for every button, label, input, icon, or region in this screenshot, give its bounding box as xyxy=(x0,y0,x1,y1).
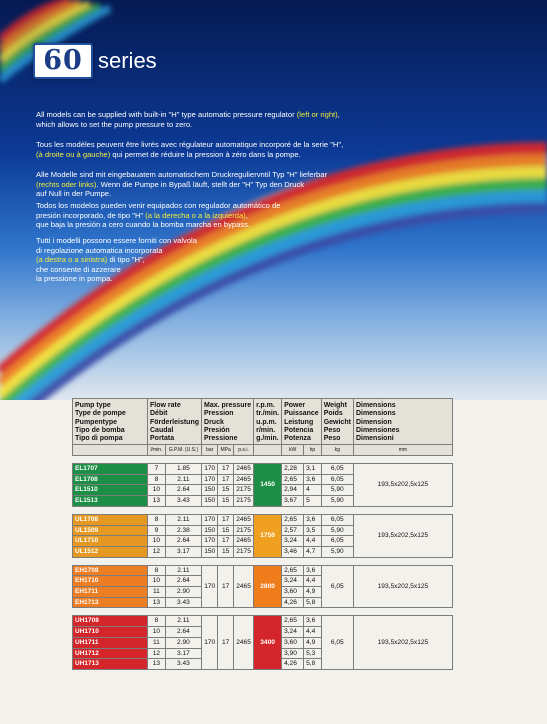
dimensions-cell: 193,5x202,5x125 xyxy=(353,616,452,670)
model-cell: EH1713 xyxy=(73,597,148,608)
pressure-bar-cell: 170 xyxy=(202,616,218,670)
weight-cell: 5,90 xyxy=(321,485,353,496)
unit-hp: hp xyxy=(304,445,322,456)
power-hp-cell: 4,9 xyxy=(304,637,322,648)
flow-lmin-cell: 8 xyxy=(148,474,166,485)
pressure-mpa-cell: 17 xyxy=(218,474,234,485)
power-kw-cell: 2,65 xyxy=(282,565,304,576)
power-hp-cell: 5,8 xyxy=(304,659,322,670)
pressure-psi-cell: 2465 xyxy=(233,536,253,547)
weight-cell: 5,90 xyxy=(321,525,353,536)
unit-kw: kW xyxy=(282,445,304,456)
power-hp-cell: 3,5 xyxy=(304,525,322,536)
flow-lmin-cell: 12 xyxy=(148,546,166,557)
flow-gpm-cell: 2.64 xyxy=(165,627,201,638)
header-rpm: r.p.m. tr./min. u.p.m. r/min. g./min. xyxy=(254,399,282,445)
power-kw-cell: 3,24 xyxy=(282,576,304,587)
power-hp-cell: 3,6 xyxy=(304,474,322,485)
table-row xyxy=(73,616,453,627)
power-kw-cell: 3,60 xyxy=(282,637,304,648)
table-row xyxy=(73,565,453,576)
flow-gpm-cell: 2.90 xyxy=(165,637,201,648)
dimensions-cell: 193,5x202,5x125 xyxy=(353,514,452,557)
pressure-psi-cell: 2175 xyxy=(233,546,253,557)
series-number: 60 xyxy=(43,45,83,76)
model-cell: UH1712 xyxy=(73,648,148,659)
weight-cell: 6,05 xyxy=(321,464,353,475)
model-cell: EH1708 xyxy=(73,565,148,576)
unit-mm: mm xyxy=(353,445,452,456)
pressure-mpa-cell: 15 xyxy=(218,496,234,507)
pressure-bar-cell: 170 xyxy=(202,514,218,525)
series-badge xyxy=(33,43,93,79)
power-hp-cell: 3,6 xyxy=(304,565,322,576)
pressure-mpa-cell: 15 xyxy=(218,485,234,496)
power-kw-cell: 3,90 xyxy=(282,648,304,659)
pressure-bar-cell: 150 xyxy=(202,485,218,496)
power-hp-cell: 3,6 xyxy=(304,514,322,525)
flow-lmin-cell: 10 xyxy=(148,576,166,587)
weight-cell: 5,90 xyxy=(321,496,353,507)
weight-cell: 6,05 xyxy=(321,616,353,670)
power-kw-cell: 4,26 xyxy=(282,659,304,670)
power-kw-cell: 3,24 xyxy=(282,627,304,638)
flow-gpm-cell: 2.64 xyxy=(165,536,201,547)
flow-lmin-cell: 10 xyxy=(148,627,166,638)
weight-cell: 6,05 xyxy=(321,565,353,608)
power-kw-cell: 4,26 xyxy=(282,597,304,608)
table-header-row xyxy=(73,399,453,445)
group-spacer xyxy=(73,608,453,616)
flow-lmin-cell: 11 xyxy=(148,637,166,648)
flow-lmin-cell: 8 xyxy=(148,616,166,627)
table-row xyxy=(73,464,453,475)
flow-gpm-cell: 3.43 xyxy=(165,659,201,670)
header-dimensions: Dimensions Dimensions Dimension Dimensiones Dimensioni xyxy=(353,399,452,445)
flow-lmin-cell: 13 xyxy=(148,659,166,670)
pressure-bar-cell: 150 xyxy=(202,496,218,507)
pressure-mpa-cell: 17 xyxy=(218,514,234,525)
flow-gpm-cell: 2.90 xyxy=(165,587,201,598)
flow-lmin-cell: 10 xyxy=(148,485,166,496)
model-cell: UH1713 xyxy=(73,659,148,670)
header-pump-type: Pump type Type de pompe Pumpentype Tipo de bomba Tipo di pompa xyxy=(73,399,148,445)
flow-lmin-cell: 8 xyxy=(148,565,166,576)
spec-table xyxy=(72,398,453,670)
flow-gpm-cell: 2.11 xyxy=(165,616,201,627)
header-pressure: Max. pressure Pression Druck Presión Pressione xyxy=(202,399,254,445)
power-kw-cell: 3,46 xyxy=(282,546,304,557)
dimensions-cell: 193,5x202,5x125 xyxy=(353,565,452,608)
power-hp-cell: 4,4 xyxy=(304,576,322,587)
pressure-bar-cell: 170 xyxy=(202,474,218,485)
flow-gpm-cell: 1.85 xyxy=(165,464,201,475)
pressure-psi-cell: 2465 xyxy=(233,616,253,670)
model-cell: UL1708 xyxy=(73,514,148,525)
flow-lmin-cell: 13 xyxy=(148,496,166,507)
intro-de: Alle Modelle sind mit eingebauatem automatischem Druckreguliervntil Typ "H" lieferbar (rechts oder links). Wenn die Pumpe in Bypaß läuft, stellt der "H" Typ den Druck auf Null in der Pumpe. xyxy=(36,170,327,199)
intro-it: Tutti i modelli possono essere forniti con valvola di regolazione automatica incorporata (a destra o a sinistra) di tipo "H", che consente di azzerare la pressione in pompa. xyxy=(36,236,197,284)
header-weight: Weight Poids Gewicht Peso Peso xyxy=(321,399,353,445)
pressure-psi-cell: 2175 xyxy=(233,496,253,507)
rpm-cell: 1450 xyxy=(254,464,282,507)
pressure-bar-cell: 150 xyxy=(202,546,218,557)
model-cell: UH1711 xyxy=(73,637,148,648)
pressure-mpa-cell: 15 xyxy=(218,525,234,536)
pressure-psi-cell: 2465 xyxy=(233,514,253,525)
table-body xyxy=(73,456,453,670)
power-kw-cell: 3,67 xyxy=(282,496,304,507)
flow-gpm-cell: 2.11 xyxy=(165,565,201,576)
unit-gpm: G.P.M. (U.S.) xyxy=(165,445,201,456)
power-hp-cell: 4 xyxy=(304,485,322,496)
power-hp-cell: 3,6 xyxy=(304,616,322,627)
pressure-psi-cell: 2465 xyxy=(233,565,253,608)
intro-fr: Tous les modèles peuvent être livrés avec régulateur automatique incorporé de la serie "H", (à droite ou à gauche) qui permet de réduire la pression à zéro dans la pompe. xyxy=(36,140,344,159)
series-title: series xyxy=(98,48,157,73)
model-cell: UL1509 xyxy=(73,525,148,536)
model-cell: EL1707 xyxy=(73,464,148,475)
model-cell: UH1708 xyxy=(73,616,148,627)
weight-cell: 6,05 xyxy=(321,536,353,547)
weight-cell: 5,90 xyxy=(321,546,353,557)
model-cell: UL1710 xyxy=(73,536,148,547)
dimensions-cell: 193,5x202,5x125 xyxy=(353,464,452,507)
table-row xyxy=(73,514,453,525)
flow-gpm-cell: 2.11 xyxy=(165,514,201,525)
header-power: Power Puissance Leistung Potencia Potenza xyxy=(282,399,322,445)
intro-en: All models can be supplied with built-in "H" type automatic pressure regulator (left or right), which allows to set the pump pressure to zero. xyxy=(36,110,340,129)
flow-lmin-cell: 10 xyxy=(148,536,166,547)
power-hp-cell: 4,4 xyxy=(304,536,322,547)
power-hp-cell: 4,7 xyxy=(304,546,322,557)
power-hp-cell: 5,3 xyxy=(304,648,322,659)
power-kw-cell: 2,94 xyxy=(282,485,304,496)
table-units-row xyxy=(73,445,453,456)
intro-es: Todos los modelos pueden venir equipados con regulador automático de presión incorporado, de tipo "H" (a la derecha o a la izquierda), que baja la presión a cero cuando la bomba marcha en bypass. xyxy=(36,201,281,230)
model-cell: EL1708 xyxy=(73,474,148,485)
pressure-psi-cell: 2465 xyxy=(233,464,253,475)
model-cell: EL1510 xyxy=(73,485,148,496)
flow-lmin-cell: 12 xyxy=(148,648,166,659)
flow-lmin-cell: 7 xyxy=(148,464,166,475)
pressure-bar-cell: 150 xyxy=(202,525,218,536)
pressure-mpa-cell: 15 xyxy=(218,546,234,557)
unit-bar: bar xyxy=(202,445,218,456)
power-kw-cell: 2,28 xyxy=(282,464,304,475)
power-kw-cell: 3,24 xyxy=(282,536,304,547)
header-flow-rate: Flow rate Débit Förderleistung Caudal Portata xyxy=(148,399,202,445)
rpm-cell: 3400 xyxy=(254,616,282,670)
pressure-bar-cell: 170 xyxy=(202,536,218,547)
flow-lmin-cell: 13 xyxy=(148,597,166,608)
power-hp-cell: 3,1 xyxy=(304,464,322,475)
group-spacer xyxy=(73,506,453,514)
model-cell: UH1710 xyxy=(73,627,148,638)
pressure-bar-cell: 170 xyxy=(202,565,218,608)
power-hp-cell: 4,9 xyxy=(304,587,322,598)
flow-gpm-cell: 2.11 xyxy=(165,474,201,485)
flow-gpm-cell: 3.17 xyxy=(165,546,201,557)
pressure-bar-cell: 170 xyxy=(202,464,218,475)
pressure-psi-cell: 2465 xyxy=(233,474,253,485)
rpm-cell: 1750 xyxy=(254,514,282,557)
model-cell: EH1711 xyxy=(73,587,148,598)
weight-cell: 6,05 xyxy=(321,514,353,525)
flow-lmin-cell: 9 xyxy=(148,525,166,536)
pressure-mpa-cell: 17 xyxy=(218,536,234,547)
power-hp-cell: 5 xyxy=(304,496,322,507)
flow-gpm-cell: 2.38 xyxy=(165,525,201,536)
flow-lmin-cell: 8 xyxy=(148,514,166,525)
power-hp-cell: 4,4 xyxy=(304,627,322,638)
power-kw-cell: 2,57 xyxy=(282,525,304,536)
power-kw-cell: 3,60 xyxy=(282,587,304,598)
flow-gpm-cell: 2.64 xyxy=(165,576,201,587)
unit-kg: kg xyxy=(321,445,353,456)
power-kw-cell: 2,65 xyxy=(282,474,304,485)
group-spacer xyxy=(73,557,453,565)
pressure-psi-cell: 2175 xyxy=(233,485,253,496)
power-kw-cell: 2,65 xyxy=(282,616,304,627)
flow-gpm-cell: 2.64 xyxy=(165,485,201,496)
unit-mpa: MPa xyxy=(218,445,234,456)
weight-cell: 6,05 xyxy=(321,474,353,485)
power-hp-cell: 5,8 xyxy=(304,597,322,608)
flow-gpm-cell: 3.43 xyxy=(165,597,201,608)
pressure-mpa-cell: 17 xyxy=(218,464,234,475)
pressure-mpa-cell: 17 xyxy=(218,565,234,608)
pressure-mpa-cell: 17 xyxy=(218,616,234,670)
unit-lmin: l/min. xyxy=(148,445,166,456)
group-spacer xyxy=(73,456,453,464)
model-cell: EL1513 xyxy=(73,496,148,507)
flow-gpm-cell: 3.43 xyxy=(165,496,201,507)
flow-lmin-cell: 11 xyxy=(148,587,166,598)
unit-psi: p.s.i. xyxy=(233,445,253,456)
power-kw-cell: 2,65 xyxy=(282,514,304,525)
model-cell: UL1512 xyxy=(73,546,148,557)
rpm-cell: 2800 xyxy=(254,565,282,608)
flow-gpm-cell: 3.17 xyxy=(165,648,201,659)
pressure-psi-cell: 2175 xyxy=(233,525,253,536)
model-cell: EH1710 xyxy=(73,576,148,587)
